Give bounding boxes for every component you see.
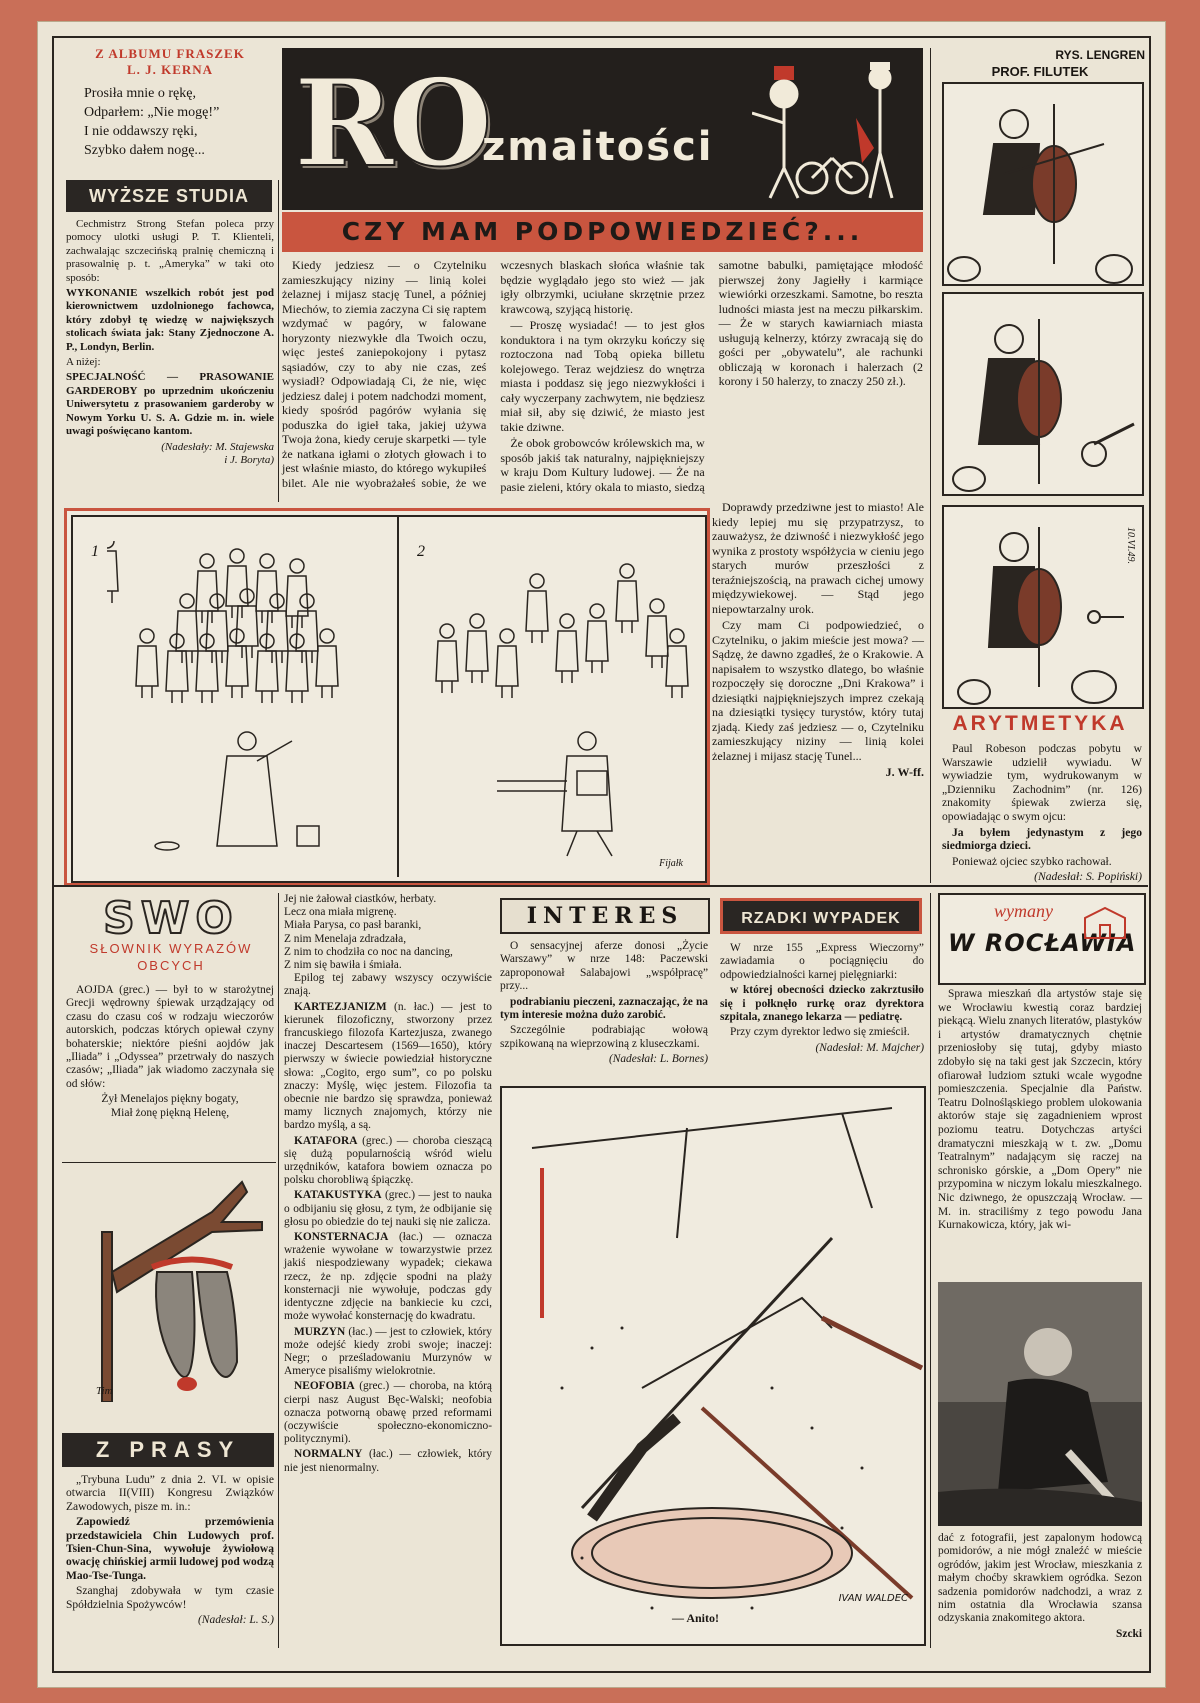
- filutek-panel-3: [942, 505, 1144, 709]
- signature: (Nadesłały: M. Stajewska: [161, 440, 274, 453]
- article-body-continued: [712, 500, 924, 780]
- bat-illustration: [62, 1162, 276, 1402]
- entry-term: KONSTERNACJA: [294, 1231, 389, 1244]
- paragraph: Przy czym dyrektor ledwo się zmieścił.: [730, 1026, 910, 1039]
- signature: (Nadesłał: M. Majcher): [815, 1041, 924, 1054]
- column-divider: [930, 893, 931, 1648]
- cellist-illustration: [944, 84, 1142, 284]
- dictionary-entry: [284, 1231, 492, 1323]
- swo-logo: SWO: [103, 893, 239, 944]
- paragraph-bold: w której obecności dziecko zakrztusiło się i połknęło rurkę oraz dyrektora szpitala, znanego lekarza — pediatrę.: [720, 984, 924, 1024]
- paragraph: Cechmistrz Strong Stefan poleca przy pomocy ulotki usługi P. T. Klienteli, zachwalając szczecińską pralnię chemiczną i prasowalnię p. t. „Ameryka” w taki oto sposób:: [66, 218, 274, 284]
- dictionary-entry: [284, 1326, 492, 1379]
- entry-definition: — jest to nauka o odbijaniu się głosu, z tym, że odbijanie się głosu po obiedzie do tej nauki się nie zalicza.: [284, 1189, 492, 1228]
- column-divider: [278, 180, 279, 502]
- dictionary-entry: [284, 1380, 492, 1446]
- entry-definition: — jest to człowiek, który może odejść kiedy zrobi swoje; inaczej: Negr; o prześladowaniu Murzynów w Ameryce pisaliśmy wielokrotnie.: [284, 1325, 492, 1378]
- arytmetyka-title: ARYTMETYKA: [952, 712, 1128, 735]
- cartoon-artist: Fijałk: [659, 858, 683, 869]
- circus-cartoon: [500, 1086, 926, 1646]
- verse-line: Jej nie żałował ciastków, herbaty.: [284, 893, 437, 905]
- verse-line: Z nim się bawiła i śmiała.: [284, 959, 402, 972]
- paragraph-bold: Ja byłem jedynastym z jego siedmiorga dzieci.: [942, 825, 1142, 853]
- wroclaw-body: [938, 988, 1142, 1235]
- entry-term: KATAKUSTYKA: [294, 1189, 382, 1202]
- zprasy-title: Z PRASY: [62, 1433, 274, 1467]
- paragraph: O sensacyjnej aferze donosi „Życie Warszawy” w nrze 148: Paczewski zaproponował Salabajowi „współpracę” przy...: [500, 940, 708, 993]
- panel-number: 2: [417, 543, 425, 560]
- paragraph: Kiedy jedziesz — o Czytelniku zamieszkujący niziny — linią kolei żelaznej i mijasz stację Tunel, a później Miechów, to ziemia zaczyna Ci się raptem wzdymać w pagóry, w falowane horyzonty niezwykłe dla Twoich oczu, więc jesteś zaniepokojony i pytasz sąsiadów, czy to aby nie czas, ześ wysiadł? Odpowiadają Ci, że nie, więc jedziesz dalej i potem nadchodzi moment, kiedy spośród pagórów wyłania się poduszka do igieł taka, jakiej używa Twoja żona, kiedy ceruje skarpetki — tyle że natkana igłami o złotych głowach i to jest właśnie miasto, do którego wykupiłeś bilet. Ale nie wyobrażałeś sobie, że we wczesnych blaskach słońca właśnie tak będzie wyglądało jego sto wież — jak igły olbrzymki, uciułane skrzętnie przez krawcową, szyjącą historię.: [282, 258, 705, 490]
- signature: (Nadesłał: L. Bornes): [608, 1053, 708, 1066]
- headline-band: [282, 212, 923, 252]
- paragraph: Doprawdy przedziwne jest to miasto! Ale kiedy lepiej mu się przypatrzysz, to zauważysz, że dziwność i niezwykłość jego wynika z prostoty współżycia w cieniu jego starych murów przeszłości z teraźniejszością, na prawach cichej umowy międzywiekowej. — Stąd jego niepowtarzalny urok.: [712, 500, 924, 616]
- dictionary-entry: [284, 1448, 492, 1474]
- paragraph: A niżej:: [66, 356, 101, 369]
- signature: Szcki: [1116, 1627, 1142, 1640]
- signature: i J. Boryta): [224, 453, 274, 466]
- paragraph: dać z fotografii, jest zapalonym hodowcą pomidorów, a nie mógł znaleźć w mieście ogródów, jakim jest Wrocław, mieszkania z małym choćby skrawkiem ogródka. Sezon sadzenia pomidorów nadchodzi, a wraz z nim ostatnia dla Wrocławia szansa odzyskania znakomitego aktora.: [938, 1532, 1142, 1625]
- entry-origin: (n. łac.): [394, 1000, 434, 1013]
- paragraph: Czy mam Ci podpowiedzieć, o Czytelniku, o jakim mieście jest mowa? — Sądzę, że dawno zgadłeś, że o Krakowie. A napisałem to wszystko dlatego, bo właśnie rozpoczęły się doroczne „Dni Krakowa” i dziesiątki najpiękniejszych imprez czekają na dziesiątki tysięcy turystów, który tutaj zjadą. Kiedy zaś jedziesz — o, Czytelniku zamieszkujący niziny — linią kolei żelaznej i mijasz stację Tunel...: [712, 618, 924, 763]
- circus-caption: — Anito!: [672, 1611, 720, 1625]
- fraszki-author: L. J. KERNA: [126, 62, 214, 77]
- paragraph: Że obok grobowców królewskich ma, w sposób jakiś tak naturalny, najpiękniejszy w kraju Dom Kultury ludowej. — Że na pasie zieleni, który okala to miasto, siedzą samotne babulki, pamiętające młodość pierwszej żony Jagiełły i karmiące wiewiórki orzeszkami. Samotne, bo reszta ludności miasta jest na meczu piłkarskim. — Że w starych kawiarniach miasta usługują kelnerzy, którzy zwracają się do gości per „obywatelu”, ale rachunki obliczają w koronach i halerzach (2 korony i 50 halerzy, to znaczy 250 zł.).: [500, 258, 923, 494]
- verse-line: Z nim to chodziła co noc na dancing,: [284, 945, 453, 958]
- paragraph: Szczególnie podrabiając wołową szpikowaną na wieprzowiną z kluseczkami.: [500, 1024, 708, 1050]
- wroclaw-logo-main: W ROCŁAWIA: [948, 929, 1137, 957]
- verse-line: Miał żonę piękną Helenę,: [110, 1106, 230, 1119]
- verse-line: Miała Parysa, co pasł baranki,: [284, 919, 422, 932]
- masthead-zmaitosci: zmaitości: [482, 124, 714, 170]
- house-icon: [1080, 903, 1140, 943]
- entry-term: KARTEZJANIZM: [294, 1000, 387, 1013]
- paragraph: Epilog tej zabawy wszyscy oczywiście znają.: [284, 972, 492, 998]
- article-headline: CZY MAM PODPOWIEDZIEĆ?...: [341, 217, 864, 246]
- rzadki-title: RZADKI WYPADEK: [720, 898, 922, 934]
- entry-definition: — oznacza wrażenie wywołane w towarzystwie przez jakiś niespodziewany wypadek; ciekawa rzecz, że np. zdjęcie spodni na plaży konsternacji nie wywołuje, podczas gdy identyczne zdjęcie na bankiecie ku czci, może wywołać konsternację do kwadratu.: [284, 1231, 492, 1323]
- swo-dictionary-column: [284, 893, 492, 1477]
- signature: (Nadesłał: S. Popiński): [1034, 870, 1142, 884]
- section-divider: [52, 885, 1148, 887]
- cellist-illustration: [944, 507, 1142, 707]
- filutek-panel-2: [942, 292, 1144, 496]
- wyzsze-studia-title: WYŻSZE STUDIA: [66, 180, 272, 212]
- fraszka-line: Prosiła mnie o rękę,: [84, 86, 196, 101]
- panel-number: 1: [91, 543, 99, 560]
- entry-origin: (grec.): [362, 1134, 393, 1147]
- verse-line: Lecz ona miała migrenę.: [284, 906, 397, 919]
- column-divider: [930, 48, 931, 883]
- filutek-panel-1: [942, 82, 1144, 286]
- masthead: [282, 48, 923, 210]
- fraszki-block: [70, 46, 270, 160]
- verse-line: Żył Menelajos piękny bogaty,: [101, 1093, 239, 1106]
- wyzsze-studia-body: [66, 218, 274, 467]
- fraszka-line: Odparłem: „Nie mogę!”: [84, 105, 220, 120]
- entry-definition: — człowiek, który nie jest nienormalny.: [284, 1448, 492, 1474]
- column-divider: [278, 893, 279, 1648]
- fraszka-line: I nie oddawszy ręki,: [84, 124, 198, 139]
- dictionary-entry: [284, 1001, 492, 1133]
- drawing-date: 10.VI.49.: [1125, 527, 1136, 564]
- swo-subtitle: SŁOWNIK WYRAZÓW OBCYCH: [89, 941, 253, 973]
- entry-term: KATAFORA: [294, 1134, 358, 1147]
- paragraph-bold: Zapowiedź przemówienia przedstawiciela Chin Ludowych prof. Tsien-Chun-Sina, wywołuje żywiołową owację chińskiej armii ludowej pod wodzą Mao-Tse-Tunga.: [66, 1516, 274, 1582]
- paragraph: W nrze 155 „Express Wieczorny” zawiadamia o pociągnięciu do odpowiedzialności karnej pielęgniarki:: [720, 942, 924, 981]
- arytmetyka-body: [942, 742, 1142, 884]
- masthead-figures-illustration: [752, 58, 917, 203]
- entry-term: NORMALNY: [294, 1448, 363, 1461]
- paragraph: „Trybuna Ludu” z dnia 2. VI. w opisie otwarcia II(VIII) Kongresu Związków Zawodowych, pisze m. in.:: [66, 1474, 274, 1513]
- rzadki-body: [720, 942, 924, 1055]
- paragraph: Paul Robeson podczas pobytu w Warszawie udzielił wywiadu. W wywiadzie tym, wydrukowanym w „Dzienniku Zachodnim” (nr. 126) znakomity śpiewak zwierza się, opowiadając o swym ojcu:: [942, 742, 1142, 823]
- entry-definition: — jest to kierunek filozoficzny, stworzony przez francuskiego filozofa Kartezjusza, zwanego inaczej Descartesem (1569—1650), który pierwszy w świecie powiedział historyczne słowa: „Cogito, ergo sum”, co po polsku znaczy: Myślę, więc jestem. Filozofia ta obecnie nie bardzo się sprawdza, ponieważ mamy licznych znajomych, którzy nie bardzo myślą, a są.: [284, 1000, 492, 1132]
- entry-origin: (grec.): [359, 1380, 390, 1393]
- wroclaw-logo-top: wymany: [994, 901, 1053, 921]
- actor-photo: [938, 1282, 1142, 1526]
- entry-origin: (łac.): [368, 1448, 393, 1461]
- fraszki-header: Z ALBUMU FRASZEK: [95, 46, 245, 61]
- filutek-title: PROF. FILUTEK: [991, 64, 1089, 79]
- gardener-photo: [938, 1282, 1142, 1526]
- trapeze-illustration: [502, 1088, 924, 1644]
- entry-definition: — choroba, na którą cierpi nasz August Bęc-Walski; neofobia oznacza potworną obawę przed reformami (oczywiście społeczno-ekonomiczno-politycznymi).: [284, 1380, 492, 1446]
- lengren-credit: RYS. LENGREN: [1055, 48, 1145, 62]
- paragraph: Szanghaj zdobywała w tym czasie Spółdzielnia Spożywców!: [66, 1585, 274, 1611]
- circus-artist: IVAN WALDEC: [838, 1593, 908, 1604]
- wroclaw-body-continued: [938, 1532, 1142, 1641]
- cartoon-choir: [64, 508, 710, 886]
- paragraph-bold: SPECJALNOŚĆ — PRASOWANIE GARDEROBY po uprzednim ukończeniu Uniwersytetu z prasowaniem garderoby w Nowym Yorku U. S. A. Gdzie m. in. wiele uwagi poświęcano kantom.: [66, 371, 274, 438]
- entry-origin: (grec.): [384, 1189, 416, 1202]
- entry-term: MURZYN: [294, 1325, 346, 1338]
- dictionary-entry: [284, 1189, 492, 1229]
- signature: (Nadesłał: L. S.): [197, 1614, 274, 1627]
- choir-panel-illustration: [107, 541, 387, 871]
- paragraph-bold: WYKONANIE wszelkich robót jest pod kierownictwem uzdolnionego fachowca, który zdobył tę wiedzę w największych stolicach świata jak: Stany Zjednoczone A. P., Londyn, Berlin.: [66, 287, 274, 353]
- dictionary-entry: [284, 1135, 492, 1188]
- entry-definition: — choroba cieszącą się dużą popularnością wśród wielu urzędników, katafora bowiem oznacza po polsku chorobliwą śpiączkę.: [284, 1134, 492, 1187]
- entry-term: NEOFOBIA: [294, 1380, 355, 1393]
- verse-line: Z nim Menelaja zdradzała,: [284, 932, 407, 945]
- paragraph: Sprawa mieszkań dla artystów staje się we Wrocławiu kwestią coraz bardziej piekącą. Wielu znanych literatów, plastyków i artystów dramatycznych chętnie przeniosłoby się tutaj, gdyby miasto zdobyło się na taki gest jak Szczecin, który ofiarował ludziom sztuki wcale wygodne pomieszczenia. Specjalnie dla Państw. Teatru Dolnośląskiego problem ulokowania aktorów staje się zagadnieniem wprost poziomu teatru. Dotychczas artyści dramatyczni mieszkają w t. zw. „Domu Teatralnym” nadającym się raczej na schronisko górskie, a „Dom Opery” nie przypomina w niczym lokalu mieszkalnego. Nic dziwnego, że opuszczają Wrocław. — M. in. straciliśmy z tego powodu Jana Kurnakowicza, który, jak wi-: [938, 988, 1142, 1232]
- dictionary-entry: AOJDA (grec.) — był to w starożytnej Grecji wędrowny śpiewak urządzający od czasu do czasu coś w rodzaju wieczorów autorskich, podczas których opiewał czyny bohaterskie; niektóre pieśni aojdów jak „Iliada” i „Odyssea” przetrwały do naszych czasów; „Iliada” jak wiadomo zaczynała się od słów:: [66, 984, 274, 1090]
- fraszka-line: Szybko dałem nogę...: [84, 143, 205, 158]
- zprasy-body: [66, 1474, 274, 1627]
- entry-origin: (łac.): [348, 1325, 373, 1338]
- marching-men-illustration: [417, 541, 702, 871]
- paragraph: — Proszę wysiadać! — to jest głos konduktora i na tym okrzyku kończy się roztoczona nad Tobą opieka billetu kolejowego. Teraz wejdziesz do wnętrza miasta i poddasz się jego niezwykłości i cały wyczerpany zachwytem, nie będziesz miał sił, aby się dziwić, że miasto jest takie dziwne.: [500, 318, 705, 434]
- interes-body: [500, 940, 708, 1067]
- paragraph: Ponieważ ojciec szybko rachował.: [952, 854, 1112, 868]
- swo-aojda: [66, 984, 274, 1120]
- bat-artist: Tim: [96, 1385, 113, 1397]
- wroclaw-logo: [938, 893, 1146, 985]
- bat-illustration-frame: [62, 1162, 276, 1407]
- entry-origin: (łac.): [398, 1231, 423, 1244]
- article-signature: J. W-ff.: [885, 765, 924, 779]
- masthead-ro: RO: [294, 53, 487, 194]
- interes-title: INTERES: [500, 898, 710, 934]
- article-body: [282, 258, 923, 500]
- cellist-illustration: [944, 294, 1142, 494]
- paragraph-bold: podrabianiu pieczeni, zaznaczając, że na tym interesie można dużo zarobić.: [500, 995, 708, 1022]
